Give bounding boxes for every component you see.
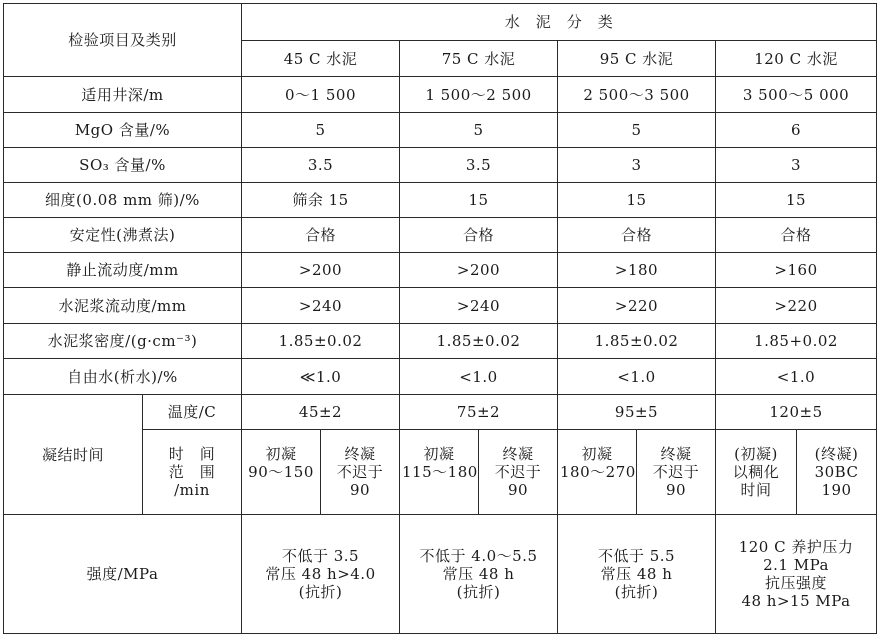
final-set-120c [797, 430, 877, 515]
table-row [4, 359, 877, 395]
cell-line: 时间 [740, 481, 772, 499]
final-set-95c [637, 430, 716, 515]
setting-temp-row [4, 395, 877, 430]
cell-line: 终凝 [660, 445, 692, 463]
table-cell: >180 [558, 253, 716, 288]
cell-line: 120 C 养护压力 [738, 538, 854, 556]
cell-line: 初凝 [265, 445, 297, 463]
table-cell: 1.85±0.02 [558, 324, 716, 359]
table-cell: <1.0 [716, 359, 877, 395]
table-cell: <1.0 [558, 359, 716, 395]
cell-line: 不迟于 [494, 463, 542, 481]
time-range-label [143, 430, 242, 515]
table-cell: 1.85+0.02 [716, 324, 877, 359]
table-cell: 筛余 15 [242, 183, 400, 218]
cell-line: (抗折) [614, 583, 659, 601]
temp-cell: 75±2 [400, 395, 558, 430]
row-label: SO₃ 含量/% [4, 148, 242, 183]
table-cell: 5 [558, 113, 716, 148]
table-cell: >220 [716, 288, 877, 324]
cell-line: 常压 48 h>4.0 [265, 565, 376, 583]
type-45c-header: 45 C 水泥 [242, 41, 400, 77]
cell-line [560, 481, 634, 499]
table-cell: 3.5 [242, 148, 400, 183]
table-cell: ≪1.0 [242, 359, 400, 395]
cell-line: 不低于 4.0～5.5 [419, 547, 538, 565]
cell-line: 抗压强度 [765, 574, 828, 592]
cell-line: 90 [665, 481, 687, 499]
cell-line: 90～150 [248, 463, 314, 481]
row-label: 适用井深/m [4, 77, 242, 113]
table-cell: >200 [400, 253, 558, 288]
cell-line: 初凝 [581, 445, 613, 463]
table-cell: 合格 [400, 218, 558, 253]
cell-line: 90 [349, 481, 371, 499]
table-cell: >160 [716, 253, 877, 288]
type-95c-header: 95 C 水泥 [558, 41, 716, 77]
cell-line: (抗折) [298, 583, 343, 601]
time-label-line: 时 间 [168, 445, 216, 463]
table-cell: 3 [558, 148, 716, 183]
table-cell: 1.85±0.02 [400, 324, 558, 359]
header-row-top [4, 4, 877, 41]
table-cell: 15 [716, 183, 877, 218]
row-label: 水泥浆流动度/mm [4, 288, 242, 324]
cell-line: 常压 48 h [442, 565, 515, 583]
table-cell: 1 500～2 500 [400, 77, 558, 113]
table-row [4, 253, 877, 288]
time-label-line: /min [174, 481, 210, 499]
table-row [4, 148, 877, 183]
cell-line: 初凝 [423, 445, 455, 463]
cell-line [402, 481, 476, 499]
cell-line: 不迟于 [336, 463, 384, 481]
type-75c-header: 75 C 水泥 [400, 41, 558, 77]
type-120c-header: 120 C 水泥 [716, 41, 877, 77]
table-cell: >220 [558, 288, 716, 324]
strength-label: 强度/MPa [4, 515, 242, 634]
table-cell: 15 [558, 183, 716, 218]
table-cell: 5 [400, 113, 558, 148]
initial-set-75c [400, 430, 479, 515]
setting-time-label: 凝结时间 [4, 395, 143, 515]
table-cell: 3.5 [400, 148, 558, 183]
initial-set-95c [558, 430, 637, 515]
item-category-header: 检验项目及类别 [4, 4, 242, 77]
cell-line: 30BC [814, 463, 859, 481]
table-row [4, 183, 877, 218]
row-label: 自由水(析水)/% [4, 359, 242, 395]
cement-spec-table [3, 3, 877, 634]
row-label: 静止流动度/mm [4, 253, 242, 288]
table-cell: >200 [242, 253, 400, 288]
table-cell: 6 [716, 113, 877, 148]
cell-line: 不迟于 [652, 463, 700, 481]
initial-set-45c [242, 430, 321, 515]
row-label: 水泥浆密度/(g·cm⁻³) [4, 324, 242, 359]
table-cell: 1.85±0.02 [242, 324, 400, 359]
cell-line: 不低于 3.5 [281, 547, 360, 565]
cell-line: 以稠化 [732, 463, 780, 481]
table-cell: 0～1 500 [242, 77, 400, 113]
temp-cell: 95±5 [558, 395, 716, 430]
table-cell: 合格 [716, 218, 877, 253]
table-cell: 3 [716, 148, 877, 183]
strength-120c [716, 515, 877, 634]
table-row [4, 113, 877, 148]
initial-set-120c [716, 430, 797, 515]
table-cell: >240 [400, 288, 558, 324]
row-label: 细度(0.08 mm 筛)/% [4, 183, 242, 218]
time-label-line: 范 围 [168, 463, 216, 481]
cell-line: 终凝 [344, 445, 376, 463]
table-cell: 3 500～5 000 [716, 77, 877, 113]
cell-line: (终凝) [814, 445, 859, 463]
cell-line: (初凝) [734, 445, 778, 463]
strength-row [4, 515, 877, 634]
cell-line: 90 [507, 481, 529, 499]
table-cell: >240 [242, 288, 400, 324]
table-row [4, 288, 877, 324]
table-cell: 合格 [558, 218, 716, 253]
cell-line: 不低于 5.5 [597, 547, 676, 565]
table-cell: 合格 [242, 218, 400, 253]
cell-line: 48 h>15 MPa [741, 592, 851, 610]
strength-95c [558, 515, 716, 634]
table-cell: <1.0 [400, 359, 558, 395]
table-cell: 5 [242, 113, 400, 148]
strength-75c [400, 515, 558, 634]
cement-category-header: 水 泥 分 类 [242, 4, 877, 41]
table-row [4, 77, 877, 113]
temp-cell: 45±2 [242, 395, 400, 430]
table-row [4, 218, 877, 253]
row-label: MgO 含量/% [4, 113, 242, 148]
table-row [4, 324, 877, 359]
cell-line: 115～180 [402, 463, 478, 481]
row-label: 安定性(沸煮法) [4, 218, 242, 253]
final-set-75c [479, 430, 558, 515]
strength-45c [242, 515, 400, 634]
cell-line: 常压 48 h [600, 565, 673, 583]
cement-spec-table-container [3, 3, 876, 633]
cell-line: 2.1 MPa [763, 556, 829, 574]
cell-line [244, 481, 318, 499]
table-cell: 15 [400, 183, 558, 218]
cell-line: 终凝 [502, 445, 534, 463]
temp-cell: 120±5 [716, 395, 877, 430]
temp-label: 温度/C [143, 395, 242, 430]
final-set-45c [321, 430, 400, 515]
cell-line: 190 [821, 481, 852, 499]
table-cell: 2 500～3 500 [558, 77, 716, 113]
cell-line: (抗折) [456, 583, 501, 601]
cell-line: 180～270 [560, 463, 636, 481]
